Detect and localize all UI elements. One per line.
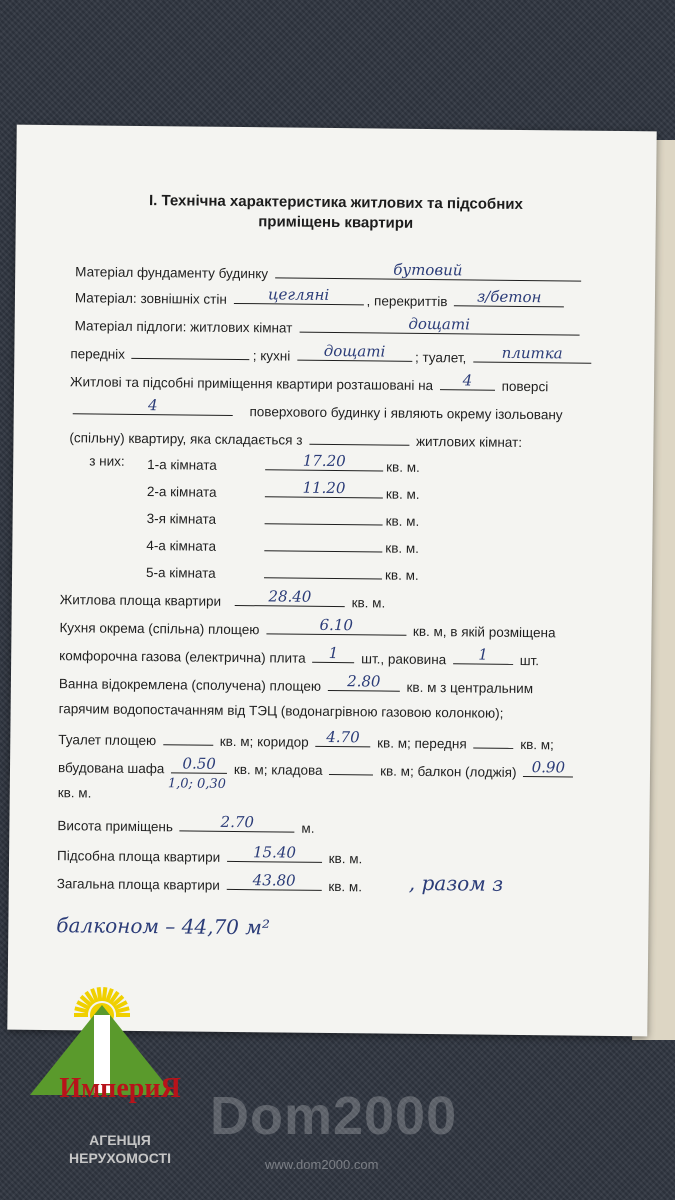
toilet-unit: кв. м; [219,733,254,750]
kitchen-value: 6.10 [319,615,354,635]
kitchen-floor-value: дощаті [323,341,386,361]
site-watermark: Dom2000 [210,1086,458,1146]
total-area-label: Загальна площа квартири [56,876,220,893]
hotwater-row: гарячим водопостачанням від ТЭЦ (водонагрівною газовою колонкою); [58,701,504,721]
balcony-label: кв. м; балкон (лоджія) [380,763,517,780]
hall-unit: кв. м; передня [377,735,467,752]
bath-text: кв. м з центральним [406,679,534,697]
hall-unit-end: кв. м; [520,736,554,753]
room-unit: кв. м. [385,486,420,502]
document-title-line2: приміщень квартири [258,213,414,232]
location-row [70,371,548,394]
closet-value: 0.50 [182,754,216,773]
floor-value: дощаті [408,314,471,334]
walls-value: цегляні [268,285,330,304]
building-row [70,396,563,423]
toilet-floor-value: плитка [501,343,563,363]
kitchen-label: Кухня окрема (спільна) площею [59,620,260,638]
floor-label: Матеріал підлоги: житлових кімнат [74,318,293,336]
logo-sub1: АГЕНЦІЯ [89,1132,151,1148]
aux-area-row [57,845,362,866]
living-area-value: 28.40 [268,587,312,606]
kitchen-text: кв. м, в якій розміщена [412,623,556,641]
room-row [146,562,419,583]
room-row [146,478,420,502]
storeys-value: 4 [147,396,158,415]
walls-label: Матеріал: зовнішніх стін [74,290,227,307]
floor2-row [70,343,594,366]
height-label: Висота приміщень [57,818,174,835]
total-area-unit: кв. м. [328,878,363,895]
living-area-label: Житлова площа квартири [59,592,222,609]
room-label: 1-а кімната [147,457,217,473]
room-row [146,535,419,556]
of-them-label: з них: [89,453,125,469]
toilet-label: Туалет площею [58,732,157,749]
room-unit: кв. м. [386,459,420,475]
logo-sub2: НЕРУХОМОСТІ [69,1150,171,1166]
stove-pcs: шт., раковина [361,651,447,668]
closet-note: 1,0; 0,30 [167,776,227,792]
location-text-b: поверсі [501,378,549,395]
stove-row [59,645,539,668]
room-value: 11.20 [302,478,346,498]
total-area-row [57,873,362,894]
room-row [147,508,420,529]
closet-row [57,754,576,780]
total-area-note: , разом з [408,870,504,896]
hall-label: передніх [70,346,126,362]
total-area-value: 43.80 [252,871,296,890]
toilet-floor-label: ; туалет, [414,349,467,366]
height-row [57,812,315,836]
rooms-intro-row [69,427,522,450]
aux-area-label: Підсобна площа квартири [57,848,221,865]
agency-logo [30,985,180,1175]
height-unit: м. [301,820,315,836]
logo-brand: ИмпериЯ [59,1073,181,1104]
corridor-value: 4.70 [326,727,360,747]
document-title-line1: І. Технічна характеристика житлових та підсобних [148,192,523,213]
location-text-a: Житлові та підсобні приміщення квартири розташовані на [69,374,434,394]
ceiling-label: , перекриттів [366,293,448,310]
room-row [147,451,420,475]
foundation-row [75,261,584,284]
living-area-unit: кв. м. [351,595,386,611]
living-area-row [60,589,386,610]
stove-value: 1 [328,643,339,663]
room-label: 4-а кімната [146,538,217,554]
room-unit: кв. м. [385,513,420,529]
balcony-total-note: балконом – 44,70 м² [56,913,271,940]
rooms-intro-text-b: житлових кімнат: [415,433,523,450]
room-label: 5-а кімната [145,565,216,581]
sink-pcs: шт. [519,652,540,669]
toilet-row [58,729,554,752]
closet-label: вбудована шафа [57,760,165,777]
room-label: 3-я кімната [146,511,217,527]
bath-row [59,673,533,696]
height-value: 2.70 [220,812,255,832]
building-text: поверхового будинку і являють окрему ізольовану [249,404,563,423]
closet-unit: кв. м. [57,785,92,801]
bath-label: Ванна відокремлена (сполучена) площею [58,676,322,694]
rooms-intro-text-a: (спільну) квартиру, яка складається з [69,430,303,448]
stove-label: комфорочна газова (електрична) плита [59,648,306,666]
ceiling-value: з/бетон [476,287,542,307]
kitchen-floor-label: ; кухні [252,348,291,364]
corridor-label: коридор [257,734,309,750]
room-value: 17.20 [302,451,346,471]
location-floor-value: 4 [462,371,473,390]
floor-row [75,315,583,338]
kitchen-row [59,617,555,640]
sun-ray-icon [99,987,101,1001]
walls-row [75,287,567,310]
room-unit: кв. м. [385,540,420,556]
room-label: 2-а кімната [146,484,217,500]
sun-ray-icon [104,987,106,1001]
aux-area-value: 15.40 [252,843,297,862]
document-page [7,125,656,1037]
site-watermark-url: www.dom2000.com [265,1157,379,1172]
storage-label: кв. м; кладова [233,761,323,778]
foundation-value: бутовий [393,260,463,280]
sink-value: 1 [478,645,488,664]
bath-value: 2.80 [347,672,381,691]
balcony-value: 0.90 [531,758,566,777]
room-unit: кв. м. [384,567,419,583]
foundation-label: Матеріал фундаменту будинку [75,264,269,282]
aux-area-unit: кв. м. [328,850,363,867]
